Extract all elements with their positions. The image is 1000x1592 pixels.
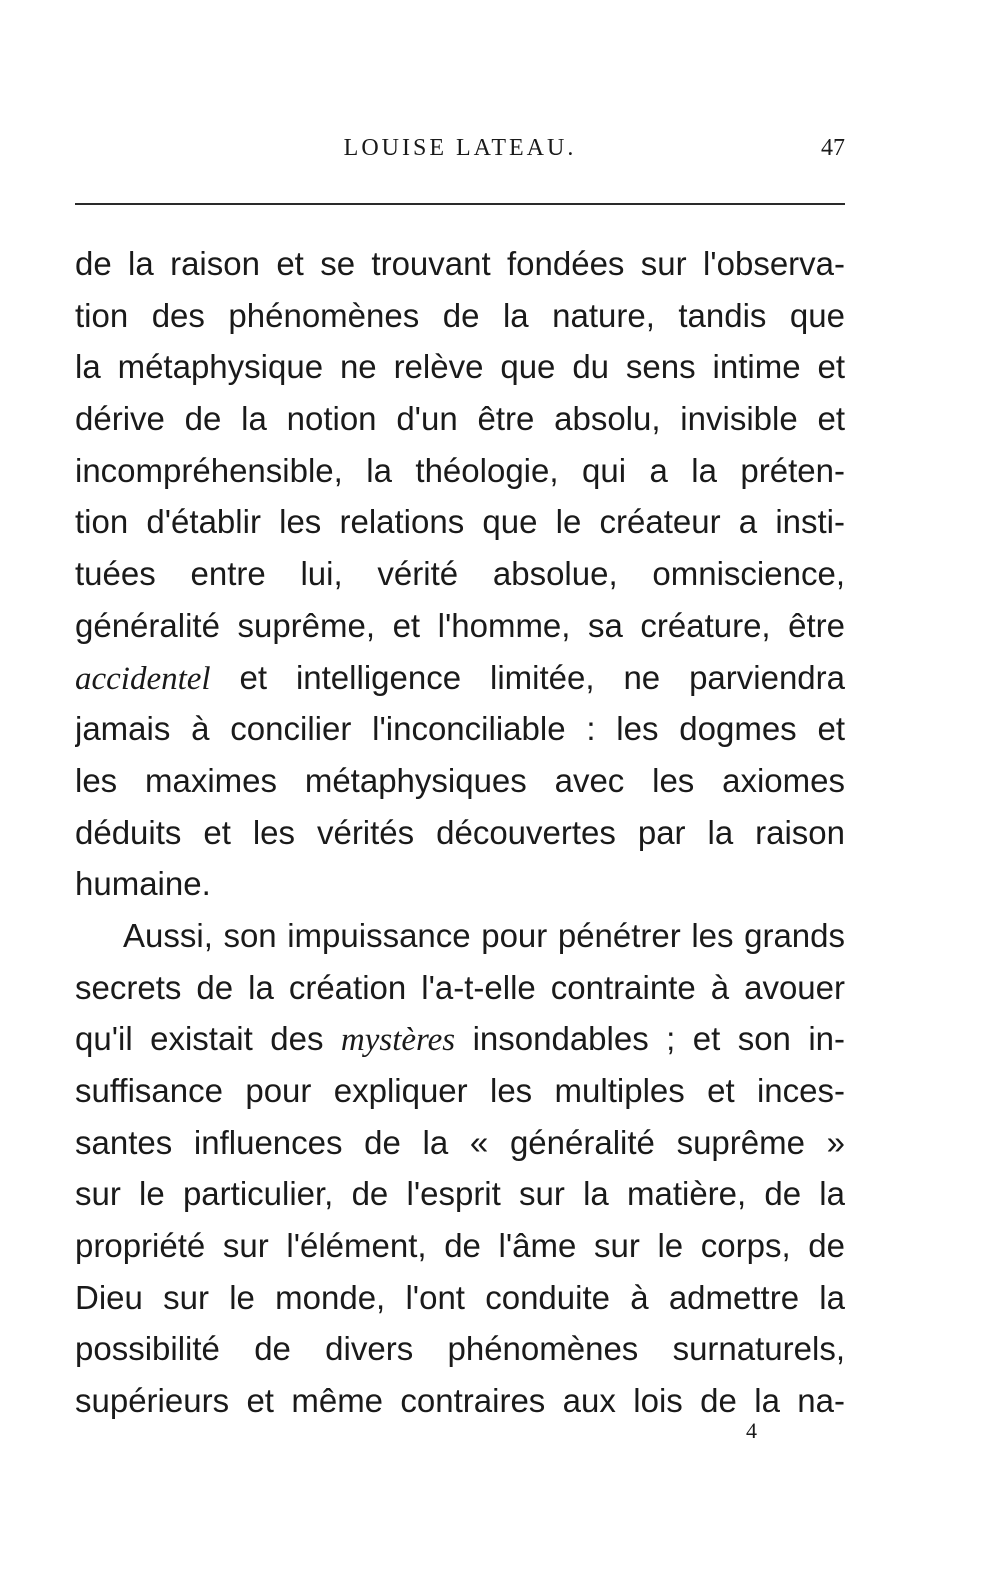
text-fragment: insondables ; et son in- <box>455 1020 845 1058</box>
header-rule <box>75 203 845 205</box>
text-line: tuées entre lui, vérité absolue, omniscience, <box>75 555 845 593</box>
text-line: jamais à concilier l'inconciliable : les dogmes et <box>75 710 845 748</box>
text-line: sur le particulier, de l'esprit sur la matière, de la <box>75 1175 845 1213</box>
text-line: Dieu sur le monde, l'ont conduite à admettre la <box>75 1278 845 1316</box>
text-line: supérieurs et même contraires aux lois de la na- <box>75 1382 845 1420</box>
text-line: dérive de la notion d'un être absolu, invisible et <box>75 400 845 438</box>
text-line: humaine. <box>75 865 211 903</box>
text-line: tion d'établir les relations que le créateur a insti- <box>75 503 845 541</box>
text-line: propriété sur l'élément, de l'âme sur le corps, de <box>75 1227 845 1265</box>
text-fragment: qu'il existait des <box>75 1020 341 1058</box>
text-line: déduits et les vérités découvertes par la raison <box>75 813 845 851</box>
italic-term: mystères <box>340 1022 456 1059</box>
text-line: santes influences de la « généralité suprême » <box>75 1123 845 1161</box>
text-line <box>75 1013 845 1065</box>
text-line: de la raison et se trouvant fondées sur l'observa- <box>75 245 845 282</box>
page-number: 47 <box>821 135 845 161</box>
text-line <box>75 652 845 704</box>
text-line: suffisance pour expliquer les multiples et inces- <box>75 1072 845 1109</box>
italic-term: accidentel <box>75 660 211 697</box>
running-header <box>75 128 845 168</box>
signature-mark: 4 <box>746 1418 757 1443</box>
text-line: incompréhensible, la théologie, qui a la préten- <box>75 451 845 489</box>
text-line: généralité suprême, et l'homme, sa créature, être <box>75 606 845 644</box>
body-text <box>75 238 845 1427</box>
text-line: possibilité de divers phénomènes surnaturels, <box>75 1330 845 1368</box>
text-line: tion des phénomènes de la nature, tandis que <box>75 296 845 334</box>
text-line: secrets de la création l'a-t-elle contrainte à avouer <box>75 968 845 1006</box>
text-line: Aussi, son impuissance pour pénétrer les grands <box>123 916 845 954</box>
running-title: LOUISE LATEAU. <box>343 135 577 161</box>
text-line: les maximes métaphysiques avec les axiomes <box>75 761 845 799</box>
text-line: la métaphysique ne relève que du sens intime et <box>75 348 845 386</box>
text-fragment: et intelligence limitée, ne parviendra <box>210 658 845 696</box>
